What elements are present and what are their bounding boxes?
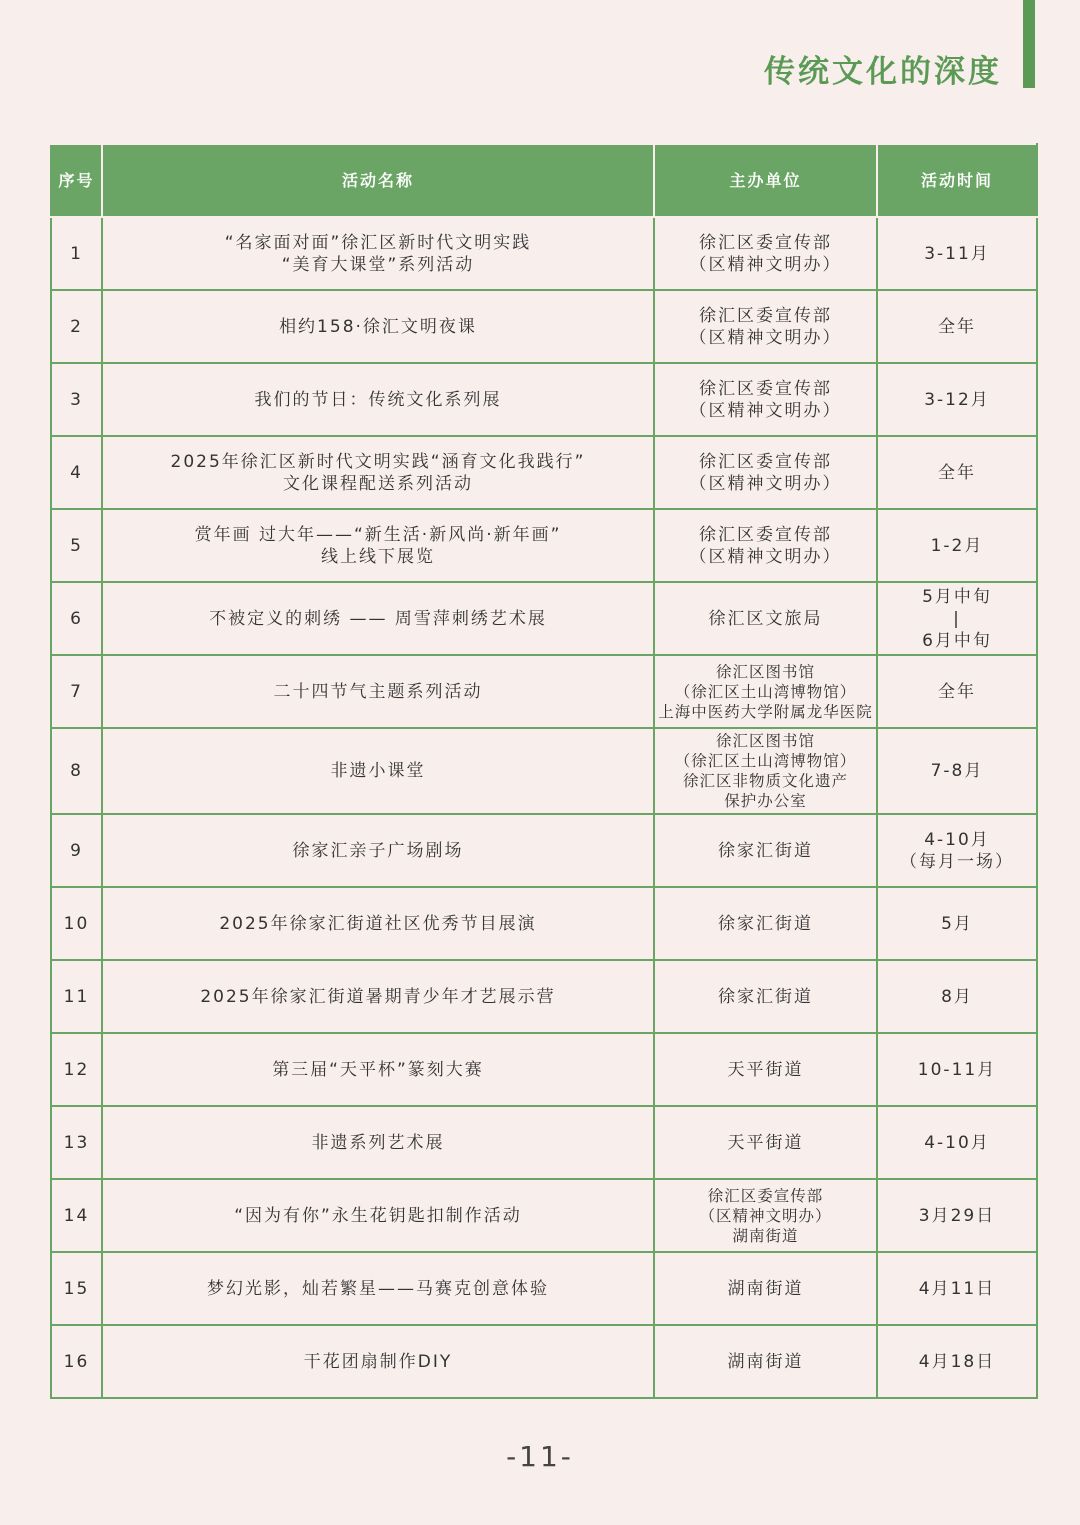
cell-activity-name-line: 线上线下展览 xyxy=(321,546,435,567)
cell-index: 12 xyxy=(51,1033,102,1106)
cell-activity-name xyxy=(102,887,654,960)
cell-organizer-line: （区精神文明办） xyxy=(689,327,842,348)
cell-index: 4 xyxy=(51,436,102,509)
table-header-row xyxy=(51,144,1037,217)
cell-activity-name xyxy=(102,960,654,1033)
cell-activity-name xyxy=(102,363,654,436)
table-row xyxy=(51,582,1037,655)
cell-activity-name-line: 不被定义的刺绣 —— 周雪萍刺绣艺术展 xyxy=(209,608,547,629)
cell-organizer xyxy=(654,814,877,887)
cell-activity-time xyxy=(877,1325,1037,1398)
cell-organizer xyxy=(654,290,877,363)
table-row xyxy=(51,217,1037,290)
cell-activity-time xyxy=(877,887,1037,960)
table-row xyxy=(51,436,1037,509)
cell-activity-name-line: 梦幻光影，灿若繁星——马赛克创意体验 xyxy=(207,1278,549,1299)
page-number: -11- xyxy=(506,1440,574,1473)
cell-activity-time xyxy=(877,582,1037,655)
cell-index: 6 xyxy=(51,582,102,655)
cell-index: 2 xyxy=(51,290,102,363)
cell-organizer-line: 徐汇区委宣传部 xyxy=(699,451,832,472)
cell-activity-time-line: 6月中旬 xyxy=(922,630,992,651)
cell-organizer xyxy=(654,960,877,1033)
cell-organizer-line: 徐家汇街道 xyxy=(718,840,813,861)
cell-activity-name-line: 文化课程配送系列活动 xyxy=(283,473,473,494)
cell-activity-name-line: 2025年徐家汇街道社区优秀节目展演 xyxy=(219,913,537,934)
cell-index: 5 xyxy=(51,509,102,582)
cell-activity-time-line: 7-8月 xyxy=(930,761,984,781)
cell-activity-time xyxy=(877,363,1037,436)
cell-organizer xyxy=(654,436,877,509)
cell-activity-time-line: 3-11月 xyxy=(924,243,990,264)
cell-organizer xyxy=(654,1325,877,1398)
cell-activity-time-line: 1-2月 xyxy=(930,535,984,556)
cell-index: 11 xyxy=(51,960,102,1033)
cell-activity-time xyxy=(877,217,1037,290)
cell-index: 10 xyxy=(51,887,102,960)
activity-schedule-table xyxy=(50,143,1038,1399)
cell-index: 16 xyxy=(51,1325,102,1398)
table-row xyxy=(51,1106,1037,1179)
cell-organizer-line: （区精神文明办） xyxy=(689,473,842,494)
cell-activity-name xyxy=(102,655,654,728)
cell-activity-name xyxy=(102,290,654,363)
cell-activity-name xyxy=(102,436,654,509)
cell-activity-name-line: 2025年徐家汇街道暑期青少年才艺展示营 xyxy=(200,986,556,1007)
cell-organizer-line: 徐汇区图书馆 xyxy=(715,732,815,750)
cell-activity-name xyxy=(102,728,654,814)
cell-organizer-line: 徐汇区委宣传部 xyxy=(707,1186,824,1205)
cell-activity-name xyxy=(102,1325,654,1398)
cell-index: 15 xyxy=(51,1252,102,1325)
cell-organizer-line: （徐汇区土山湾博物馆） xyxy=(674,682,857,701)
cell-organizer-line: 徐家汇街道 xyxy=(718,986,813,1007)
cell-activity-name xyxy=(102,582,654,655)
cell-activity-name-line: “名家面对面”徐汇区新时代文明实践 xyxy=(224,232,532,253)
table-row xyxy=(51,363,1037,436)
cell-activity-name xyxy=(102,1033,654,1106)
cell-activity-name xyxy=(102,814,654,887)
cell-activity-time xyxy=(877,509,1037,582)
header-organizer: 主办单位 xyxy=(654,144,877,217)
cell-activity-name xyxy=(102,509,654,582)
cell-organizer-line: 湖南街道 xyxy=(727,1278,804,1299)
cell-organizer xyxy=(654,728,877,814)
cell-organizer-line: 湖南街道 xyxy=(727,1351,804,1372)
table-row xyxy=(51,1252,1037,1325)
cell-activity-time-line: | xyxy=(953,608,961,629)
table-row xyxy=(51,655,1037,728)
cell-organizer-line: 徐汇区委宣传部 xyxy=(699,378,832,399)
cell-activity-time-line: 5月中旬 xyxy=(922,586,992,607)
cell-organizer-line: 湖南街道 xyxy=(732,1226,799,1245)
cell-organizer xyxy=(654,1252,877,1325)
cell-activity-time xyxy=(877,960,1037,1033)
header-accent-bar xyxy=(1023,0,1035,88)
table-row xyxy=(51,1179,1037,1252)
cell-activity-name xyxy=(102,1106,654,1179)
header-index: 序号 xyxy=(51,144,102,217)
cell-organizer xyxy=(654,217,877,290)
cell-organizer-line: 上海中医药大学附属龙华医院 xyxy=(658,702,873,721)
header-activity-name: 活动名称 xyxy=(102,144,654,217)
cell-activity-time xyxy=(877,1179,1037,1252)
cell-activity-time-line: 4月18日 xyxy=(918,1351,996,1372)
cell-organizer xyxy=(654,1179,877,1252)
table-row xyxy=(51,1325,1037,1398)
cell-organizer xyxy=(654,655,877,728)
cell-activity-name-line: 2025年徐汇区新时代文明实践“涵育文化我践行” xyxy=(170,451,586,472)
cell-activity-name-line: 非遗系列艺术展 xyxy=(311,1132,445,1153)
cell-index: 1 xyxy=(51,217,102,290)
cell-activity-name-line: 二十四节气主题系列活动 xyxy=(273,681,483,702)
cell-organizer-line: 徐家汇街道 xyxy=(718,913,813,934)
cell-organizer-line: （区精神文明办） xyxy=(699,1206,832,1225)
cell-organizer xyxy=(654,1033,877,1106)
cell-organizer xyxy=(654,363,877,436)
cell-activity-name-line: 相约158·徐汇文明夜课 xyxy=(279,316,477,337)
cell-organizer-line: 徐汇区文旅局 xyxy=(708,608,823,629)
cell-organizer xyxy=(654,509,877,582)
table-row xyxy=(51,509,1037,582)
cell-index: 13 xyxy=(51,1106,102,1179)
cell-index: 14 xyxy=(51,1179,102,1252)
cell-activity-time-line: 4月11日 xyxy=(918,1278,996,1299)
cell-activity-name xyxy=(102,1179,654,1252)
cell-index: 9 xyxy=(51,814,102,887)
cell-organizer-line: （区精神文明办） xyxy=(689,254,842,275)
cell-organizer xyxy=(654,582,877,655)
cell-activity-time-line: 3-12月 xyxy=(924,389,990,410)
cell-activity-time-line: 8月 xyxy=(941,986,973,1007)
cell-activity-time-line: （每月一场） xyxy=(900,851,1014,872)
cell-organizer-line: 徐汇区非物质文化遗产 xyxy=(682,772,848,790)
cell-activity-name-line: 干花团扇制作DIY xyxy=(303,1351,453,1372)
cell-organizer-line: 徐汇区委宣传部 xyxy=(699,232,832,253)
cell-activity-name-line: 我们的节日：传统文化系列展 xyxy=(254,389,502,410)
cell-activity-time xyxy=(877,814,1037,887)
cell-activity-time xyxy=(877,655,1037,728)
cell-organizer-line: 天平街道 xyxy=(727,1059,804,1080)
section-title: 传统文化的深度 xyxy=(764,54,1002,90)
cell-organizer-line: 徐汇区委宣传部 xyxy=(699,305,832,326)
cell-activity-time-line: 全年 xyxy=(938,681,976,702)
cell-activity-time xyxy=(877,1106,1037,1179)
cell-organizer xyxy=(654,887,877,960)
cell-organizer-line: （区精神文明办） xyxy=(689,546,842,567)
cell-activity-time xyxy=(877,1252,1037,1325)
cell-activity-name-line: 第三届“天平杯”篆刻大赛 xyxy=(272,1059,484,1080)
cell-activity-time xyxy=(877,728,1037,814)
cell-activity-time-line: 4-10月 xyxy=(924,829,990,850)
table-row xyxy=(51,887,1037,960)
table-row xyxy=(51,960,1037,1033)
cell-activity-time-line: 3月29日 xyxy=(918,1205,996,1226)
cell-activity-name xyxy=(102,217,654,290)
table-row xyxy=(51,290,1037,363)
header-activity-time: 活动时间 xyxy=(877,144,1037,217)
cell-index: 7 xyxy=(51,655,102,728)
table-row xyxy=(51,728,1037,814)
cell-activity-name-line: 赏年画 过大年——“新生活·新风尚·新年画” xyxy=(194,524,562,545)
cell-activity-time-line: 4-10月 xyxy=(924,1132,990,1153)
table-row xyxy=(51,1033,1037,1106)
cell-activity-time xyxy=(877,290,1037,363)
cell-activity-name-line: “美育大课堂”系列活动 xyxy=(281,254,475,275)
cell-activity-name-line: 非遗小课堂 xyxy=(330,761,426,781)
cell-organizer-line: 天平街道 xyxy=(727,1132,804,1153)
cell-organizer-line: 徐汇区图书馆 xyxy=(715,662,815,681)
table-row xyxy=(51,814,1037,887)
cell-activity-time xyxy=(877,436,1037,509)
cell-activity-name xyxy=(102,1252,654,1325)
cell-organizer xyxy=(654,1106,877,1179)
cell-organizer-line: 徐汇区委宣传部 xyxy=(699,524,832,545)
cell-organizer-line: （区精神文明办） xyxy=(689,400,842,421)
cell-activity-time-line: 全年 xyxy=(938,316,976,337)
cell-activity-name-line: “因为有你”永生花钥匙扣制作活动 xyxy=(234,1205,522,1226)
cell-index: 8 xyxy=(51,728,102,814)
cell-index: 3 xyxy=(51,363,102,436)
cell-activity-time-line: 5月 xyxy=(941,913,973,934)
cell-organizer-line: （徐汇区土山湾博物馆） xyxy=(674,752,857,770)
cell-activity-time-line: 全年 xyxy=(938,462,976,483)
cell-activity-time xyxy=(877,1033,1037,1106)
cell-activity-name-line: 徐家汇亲子广场剧场 xyxy=(292,840,464,861)
cell-activity-time-line: 10-11月 xyxy=(917,1059,997,1080)
cell-organizer-line: 保护办公室 xyxy=(724,792,807,810)
table-body xyxy=(51,217,1037,1398)
